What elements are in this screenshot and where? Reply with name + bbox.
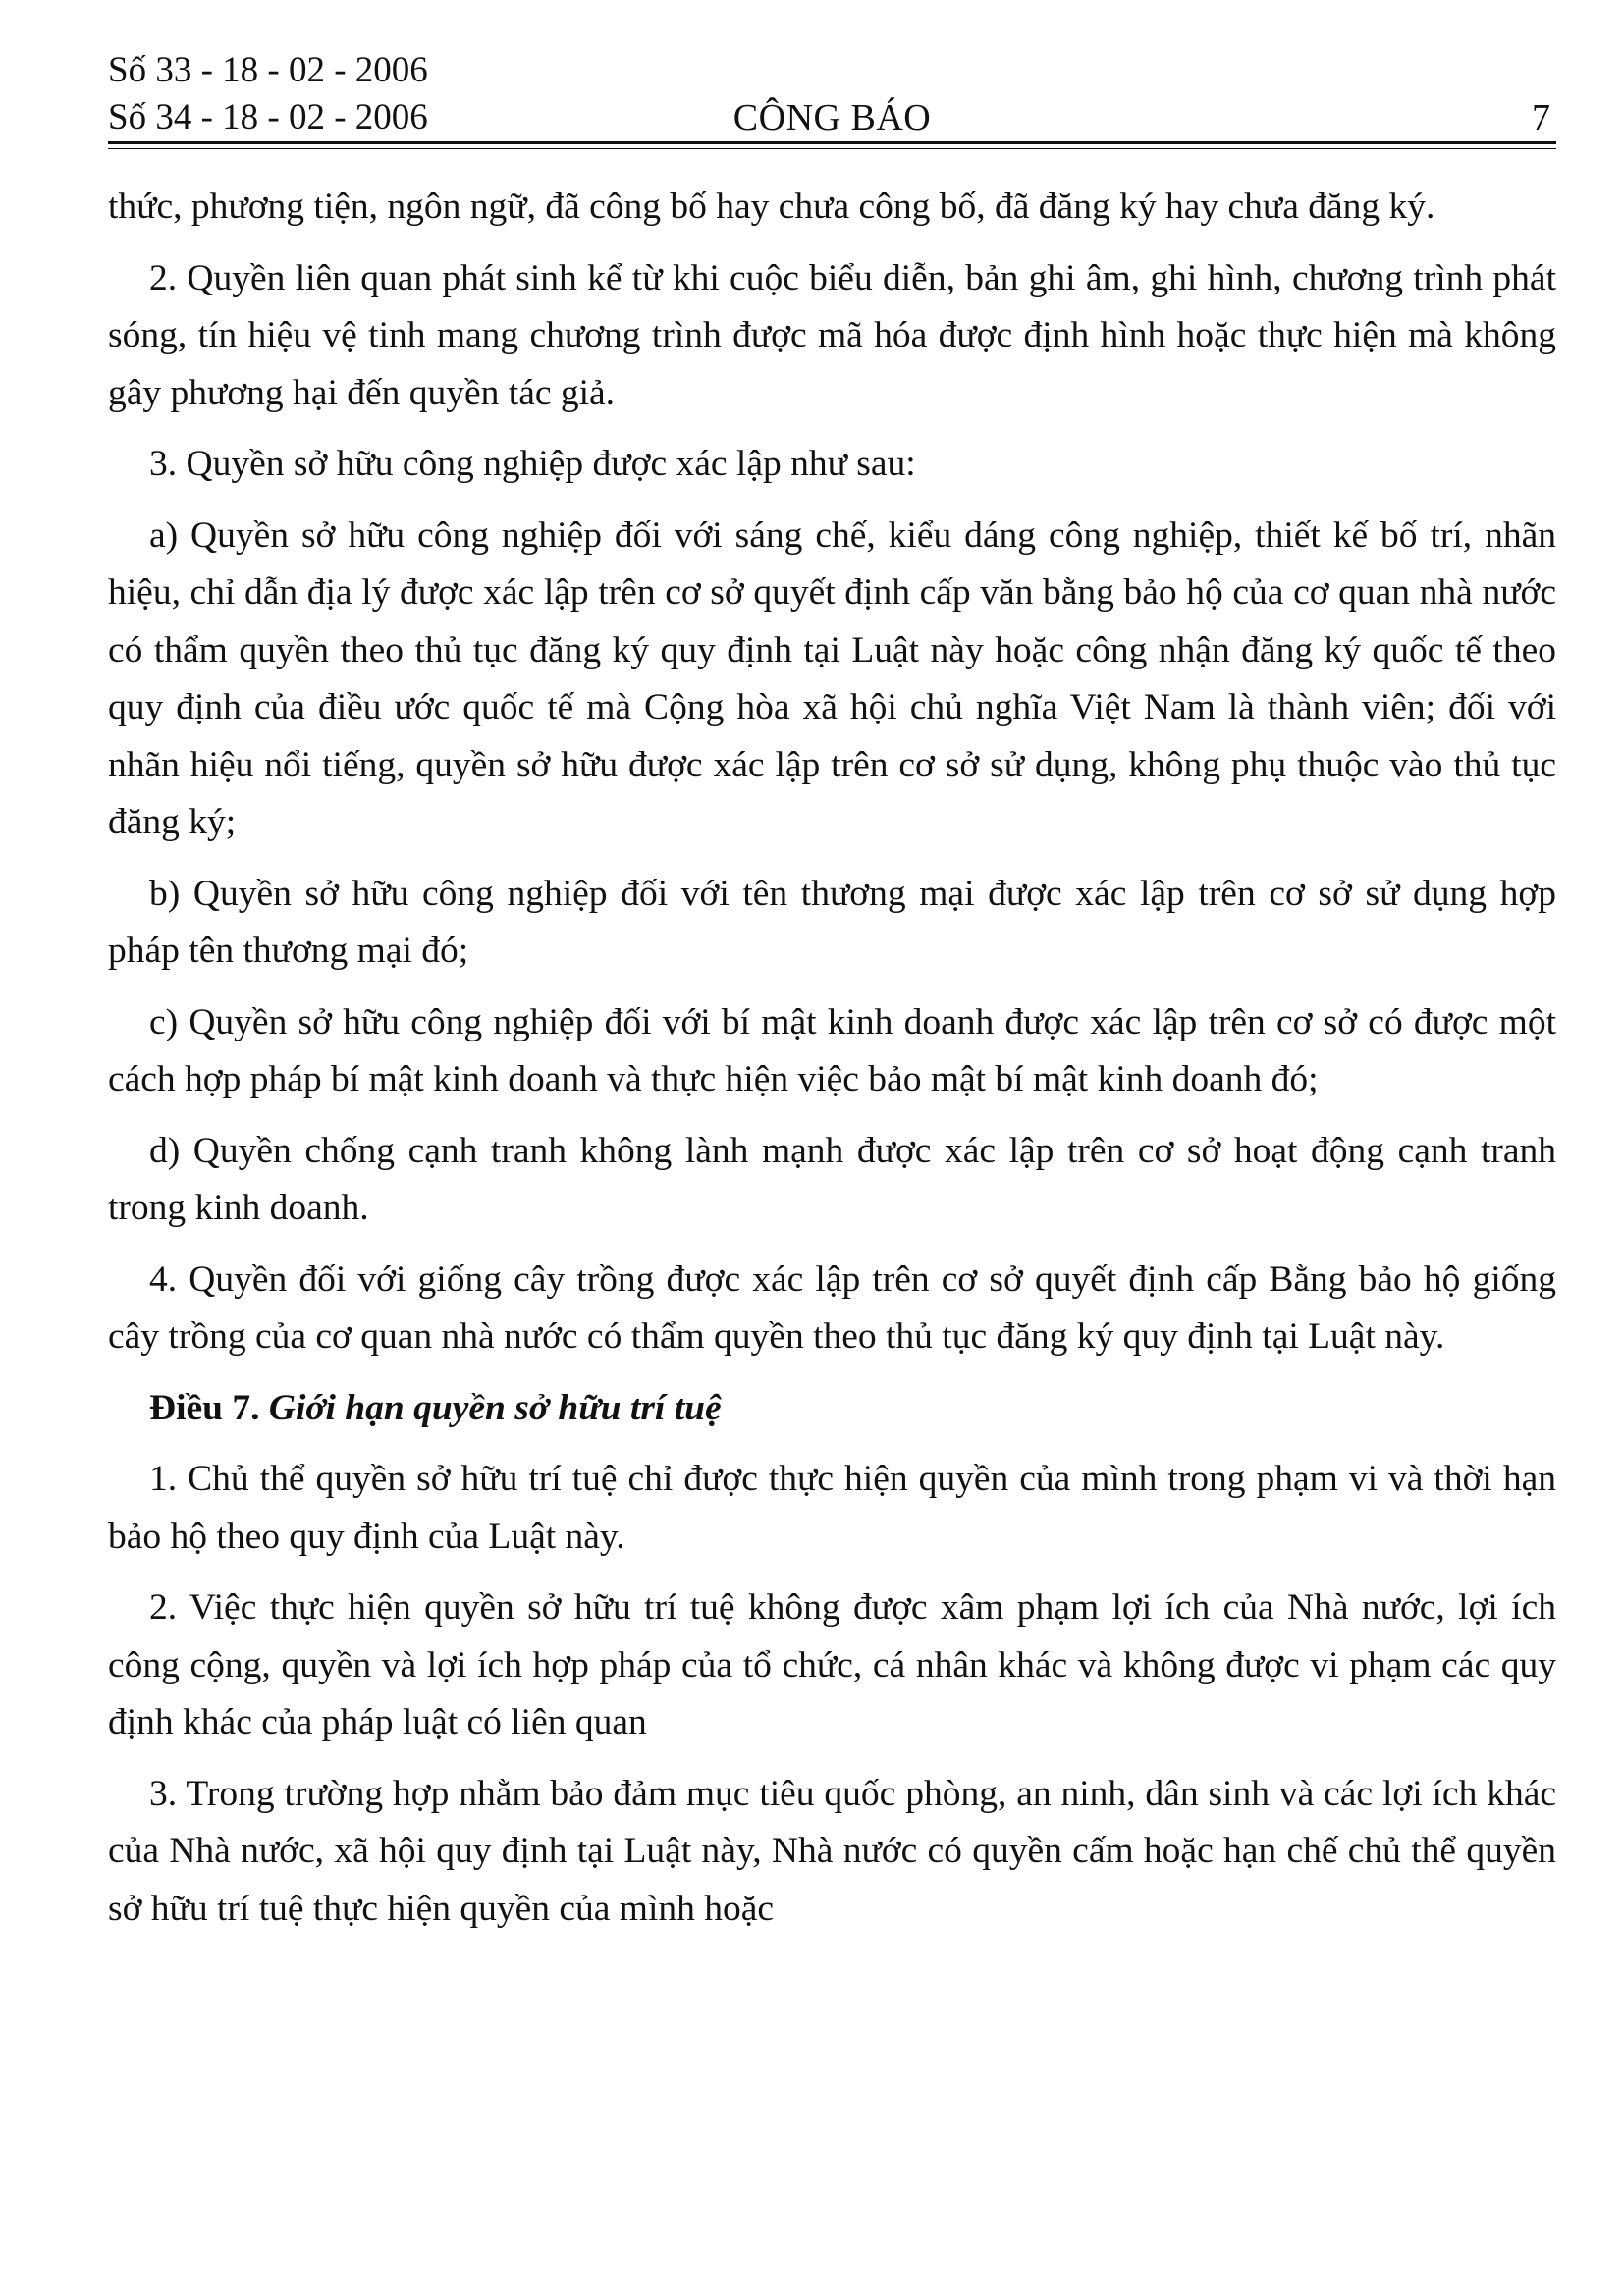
paragraph-article7-clause-1: 1. Chủ thể quyền sở hữu trí tuệ chỉ được thực hiện quyền của mình trong phạm vi và thời hạn bảo hộ theo quy định của Luật này. — [108, 1459, 1556, 1557]
paragraph-article7-clause-3: 3. Trong trường hợp nhằm bảo đảm mục tiêu quốc phòng, an ninh, dân sinh và các lợi ích khác của Nhà nước, xã hội quy định tại Luật này, Nhà nước có quyền cấm hoặc hạn chế chủ thể quyền sở hữu trí tuệ thực hiện quyền của mình hoặc — [108, 1773, 1556, 1929]
paragraph-point-a: a) Quyền sở hữu công nghiệp đối với sáng chế, kiểu dáng công nghiệp, thiết kế bố trí, nhãn hiệu, chỉ dẫn địa lý được xác lập trên cơ sở quyết định cấp văn bằng bảo hộ của cơ quan nhà nước có thẩm quyền theo thủ tục đăng ký quy định tại Luật này hoặc công nhận đăng ký quốc tế theo quy định của điều ước quốc tế mà Cộng hòa xã hội chủ nghĩa Việt Nam là thành viên; đối với nhãn hiệu nổi tiếng, quyền sở hữu được xác lập trên cơ sở sử dụng, không phụ thuộc vào thủ tục đăng ký; — [108, 514, 1556, 842]
paragraph-article7-clause-2: 2. Việc thực hiện quyền sở hữu trí tuệ không được xâm phạm lợi ích của Nhà nước, lợi ích công cộng, quyền và lợi ích hợp pháp của tổ chức, cá nhân khác và không được vi phạm các quy định khác của pháp luật có liên quan — [108, 1587, 1556, 1742]
issue-number-34: Số 34 - 18 - 02 - 2006 — [108, 97, 428, 137]
article-title: Giới hạn quyền sở hữu trí tuệ — [268, 1387, 722, 1428]
page-header — [108, 47, 1556, 145]
paragraph-continuation: thức, phương tiện, ngôn ngữ, đã công bố hay chưa công bố, đã đăng ký hay chưa đăng ký. — [108, 187, 1435, 227]
issue-number-33: Số 33 - 18 - 02 - 2006 — [108, 50, 428, 90]
paragraph-point-d: d) Quyền chống cạnh tranh không lành mạnh được xác lập trên cơ sở hoạt động cạnh tranh trong kinh doanh. — [108, 1130, 1556, 1228]
publication-title: CÔNG BÁO — [732, 97, 932, 138]
document-body — [108, 179, 1556, 1951]
paragraph-clause-4: 4. Quyền đối với giống cây trồng được xác lập trên cơ sở quyết định cấp Bằng bảo hộ giống cây trồng của cơ quan nhà nước có thẩm quyền theo thủ tục đăng ký quy định tại Luật này. — [108, 1258, 1556, 1357]
header-rule-thin — [108, 148, 1556, 149]
header-rule-thick — [108, 141, 1556, 144]
page-number: 7 — [1532, 97, 1550, 138]
paragraph-clause-2: 2. Quyền liên quan phát sinh kể từ khi cuộc biểu diễn, bản ghi âm, ghi hình, chương trình phát sóng, tín hiệu vệ tinh mang chương trình được mã hóa được định hình hoặc thực hiện mà không gây phương hại đến quyền tác giả. — [108, 257, 1556, 413]
paragraph-point-c: c) Quyền sở hữu công nghiệp đối với bí mật kinh doanh được xác lập trên cơ sở có được một cách hợp pháp bí mật kinh doanh và thực hiện việc bảo mật bí mật kinh doanh đó; — [108, 1001, 1556, 1099]
paragraph-point-b: b) Quyền sở hữu công nghiệp đối với tên thương mại được xác lập trên cơ sở sử dụng hợp pháp tên thương mại đó; — [108, 873, 1556, 971]
article-label: Điều 7. — [149, 1387, 260, 1428]
paragraph-clause-3: 3. Quyền sở hữu công nghiệp được xác lập như sau: — [149, 444, 916, 484]
article-heading — [108, 1380, 1556, 1438]
